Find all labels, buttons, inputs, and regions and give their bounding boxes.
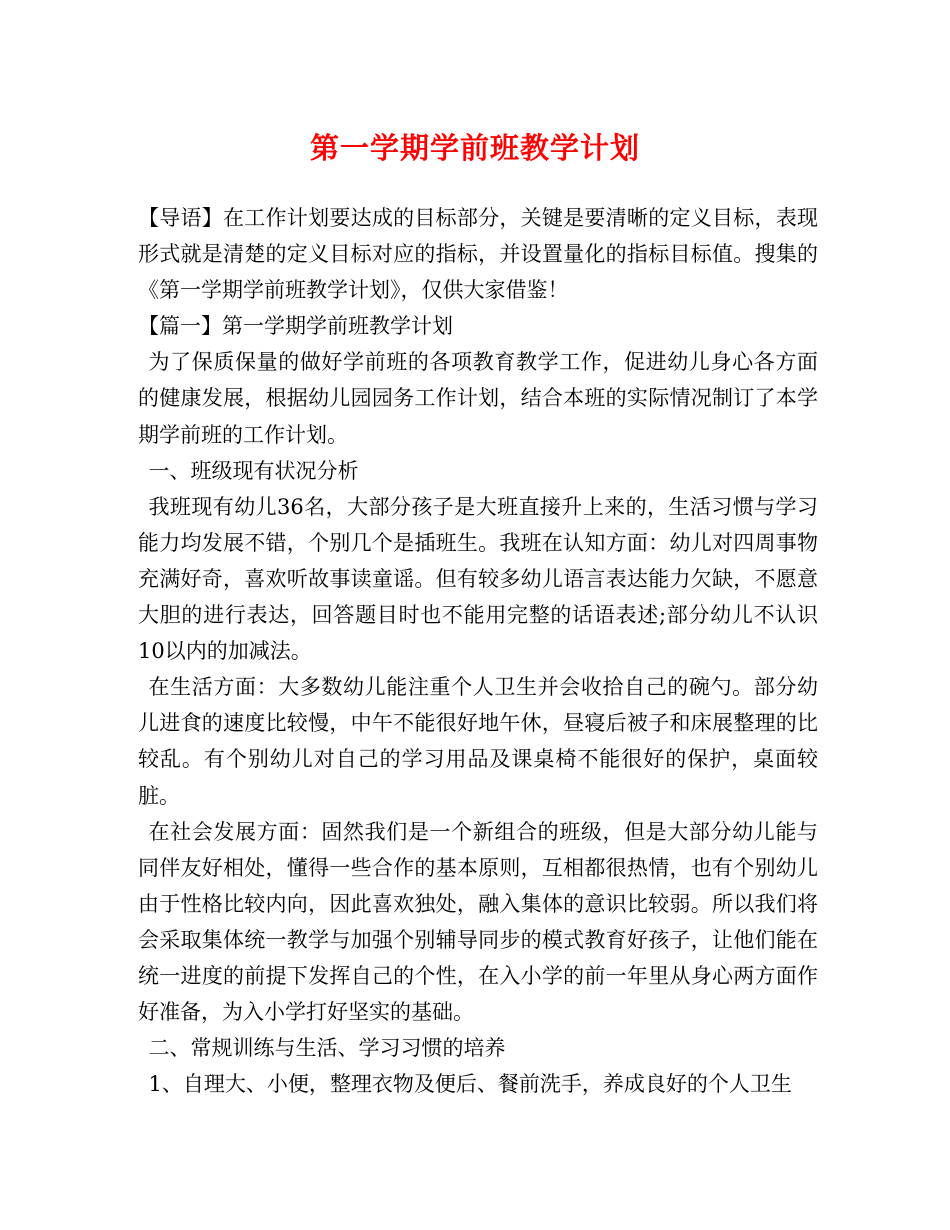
body-paragraph: 1、自理大、小便，整理衣物及便后、餐前洗手，养成良好的个人卫生: [148, 1072, 792, 1097]
body-paragraph: 在社会发展方面：固然我们是一个新组合的班级，但是大部分幼儿能与同伴友好相处，懂得一些合作的基本原则，互相都很热情，也有个别幼儿由于性格比较内向，因此喜欢独处，融入集体的意识比较弱。所以我们将会采取集体统一教学与加强个别辅导同步的模式教育好孩子，让他们能在统一进度的前提下发挥自己的个性，在入小学的前一年里从身心两方面作好准备，为入小学打好坚实的基础。: [138, 819, 818, 1025]
document-body: [138, 200, 818, 1102]
document-title: 第一学期学前班教学计划: [309, 131, 640, 165]
section-heading-routine-training: 二、常规训练与生活、学习习惯的培养: [148, 1036, 506, 1061]
section-heading-part-one: 【篇一】第一学期学前班教学计划: [138, 314, 453, 339]
body-paragraph: 在生活方面：大多数幼儿能注重个人卫生并会收拾自己的碗勺。部分幼儿进食的速度比较慢，中午不能很好地午休，昼寝后被子和床展整理的比较乱。有个别幼儿对自己的学习用品及课桌椅不能很好的保护，桌面较脏。: [138, 675, 818, 808]
section-heading-class-analysis: 一、班级现有状况分析: [148, 458, 359, 483]
body-paragraph: 为了保质保量的做好学前班的各项教育教学工作，促进幼儿身心各方面的健康发展，根据幼儿园园务工作计划，结合本班的实际情况制订了本学期学前班的工作计划。: [138, 350, 818, 447]
intro-paragraph: 【导语】在工作计划要达成的目标部分，关键是要清晰的定义目标，表现形式就是清楚的定义目标对应的指标，并设置量化的指标目标值。搜集的《第一学期学前班教学计划》，仅供大家借鉴！: [138, 206, 818, 303]
body-paragraph: 我班现有幼儿36名，大部分孩子是大班直接升上来的，生活习惯与学习能力均发展不错，个别几个是插班生。我班在认知方面：幼儿对四周事物充满好奇，喜欢听故事读童谣。但有较多幼儿语言表达能力欠缺，不愿意大胆的进行表达，回答题目时也不能用完整的话语表述;部分幼儿不认识10以内的加减法。: [138, 494, 818, 664]
